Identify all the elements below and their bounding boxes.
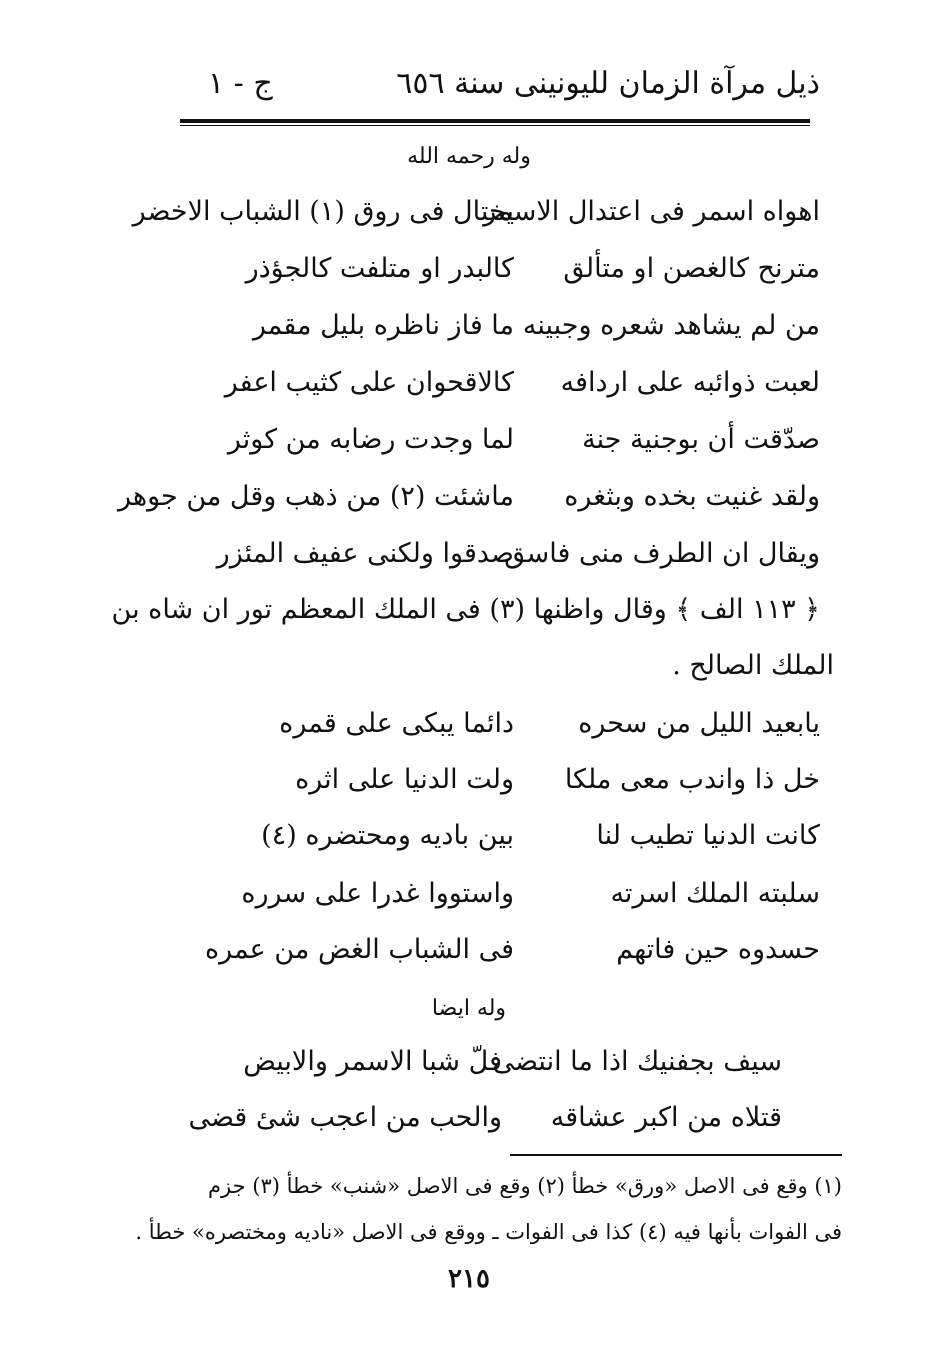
verse-first-hemistich: سلبته الملك اسرته <box>610 878 820 909</box>
verse-first-hemistich: كانت الدنيا تطيب لنا <box>596 820 820 851</box>
verse-second-hemistich: يختال فى روق (١) الشباب الاخضر <box>132 196 514 227</box>
verse-first-hemistich: حسدوه حين فاتهم <box>616 934 820 965</box>
verse-first-hemistich: قتلاه من اكبر عشاقه <box>550 1102 782 1133</box>
verse-first-hemistich: مترنح كالغصن او متألق <box>563 253 820 284</box>
verse-second-hemistich: ماشئت (٢) من ذهب وقل من جوهر <box>117 481 514 512</box>
verse-second-hemistich: ولت الدنيا على اثره <box>295 764 514 795</box>
prose-line: الملك الصالح . <box>672 650 834 681</box>
verse-second-hemistich: ما فاز ناظره بليل مقمر <box>252 310 514 341</box>
verse-second-hemistich: كالبدر او متلفت كالجؤذر <box>245 253 514 284</box>
prose-line: ﴿ ١١٣ الف ﴾ وقال واظنها (٣) فى الملك المعظم تور ان شاه بن <box>111 594 820 625</box>
verse-first-hemistich: اهواه اسمر فى اعتدال الاسمر <box>483 196 820 227</box>
footnote-line: فى الفوات بأنها فيه (٤) كذا فى الفوات ـ ووقع فى الاصل «ناديه ومختصره» خطأ . <box>135 1220 842 1244</box>
verse-second-hemistich: لما وجدت رضابه من كوثر <box>227 424 514 455</box>
header-rule <box>180 119 810 123</box>
verse-first-hemistich: ويقال ان الطرف منى فاسق <box>504 538 820 569</box>
footnote-rule <box>510 1154 842 1156</box>
page-number: ٢١٥ <box>448 1264 490 1294</box>
verse-first-hemistich: من لم يشاهد شعره وجبينه <box>522 310 820 341</box>
verse-first-hemistich: يابعيد الليل من سحره <box>578 708 820 739</box>
verse-first-hemistich: لعبت ذوائبه على اردافه <box>560 367 820 398</box>
verse-second-hemistich: فى الشباب الغض من عمره <box>205 934 514 965</box>
verse-first-hemistich: ولقد غنيت بخده وبثغره <box>564 481 820 512</box>
verse-second-hemistich: صدقوا ولكنى عفيف المئزر <box>216 538 514 569</box>
running-header-volume: ج - ١ <box>208 66 273 101</box>
verse-first-hemistich: صدّقت أن بوجنية جنة <box>582 424 820 455</box>
running-header-title: ذيل مرآة الزمان لليونينى سنة ٦٥٦ <box>396 66 820 101</box>
verse-second-hemistich: والحب من اعجب شئ قضى <box>188 1102 502 1133</box>
verse-second-hemistich: دائما يبكى على قمره <box>279 708 514 739</box>
verse-second-hemistich: فلّ شبا الاسمر والابيض <box>243 1046 502 1077</box>
footnote-line: (١) وقع فى الاصل «ورق» خطأ (٢) وقع فى الاصل «شنب» خطأ (٣) جزم <box>207 1174 842 1198</box>
poem-intro: وله ايضا <box>431 996 507 1021</box>
verse-second-hemistich: كالاقحوان على كثيب اعفر <box>224 367 514 398</box>
poem-intro: وله رحمه الله <box>407 144 531 169</box>
verse-second-hemistich: واستووا غدرا على سرره <box>241 878 514 909</box>
verse-second-hemistich: بين باديه ومحتضره (٤) <box>261 820 514 851</box>
verse-first-hemistich: خل ذا واندب معى ملكا <box>564 764 820 795</box>
header-rule-thin <box>180 125 810 126</box>
verse-first-hemistich: سيف بجفنيك اذا ما انتضى <box>492 1046 782 1077</box>
